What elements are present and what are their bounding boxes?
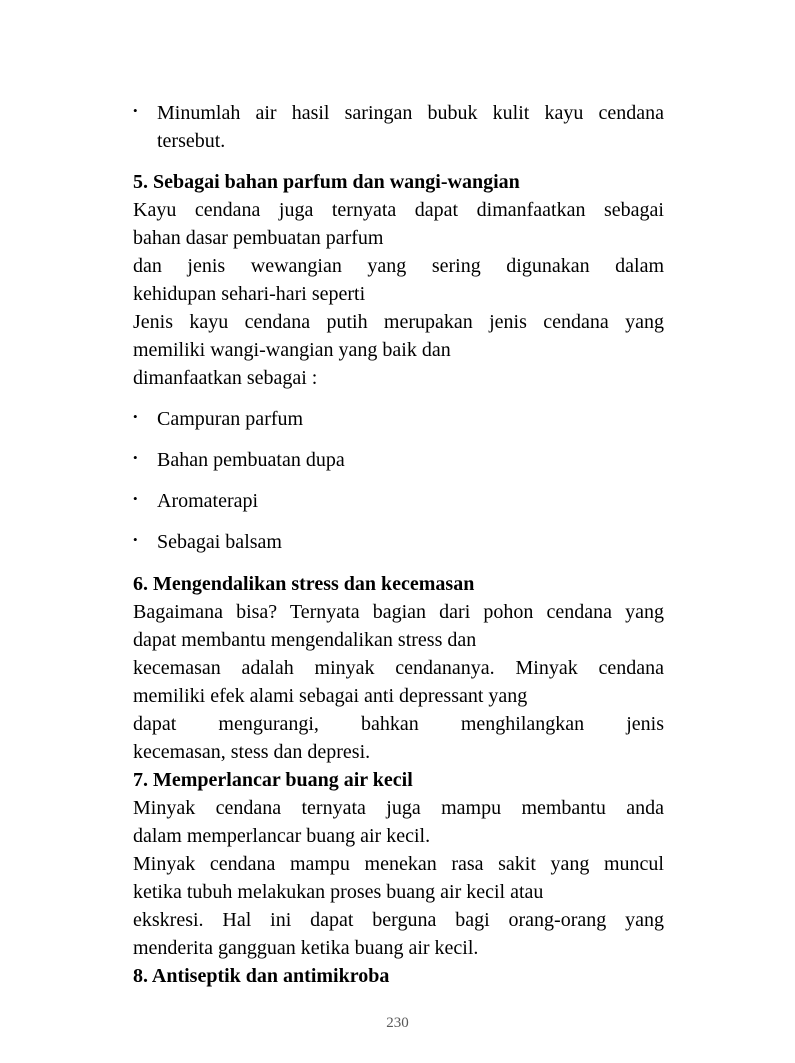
bullet-line: Bahan pembuatan dupa: [157, 449, 345, 471]
paragraph-line: dalam memperlancar buang air kecil.: [133, 825, 431, 847]
paragraph-line: memiliki wangi-wangian yang baik dan: [133, 339, 451, 361]
paragraph-line: kehidupan sehari-hari seperti: [133, 283, 366, 305]
bullet-item: [133, 446, 664, 474]
bullet-item: [133, 99, 664, 155]
paragraph-line: Minyak cendana ternyata juga mampu membantu anda: [133, 797, 664, 819]
paragraph-line: Jenis kayu cendana putih merupakan jenis cendana yang: [133, 311, 664, 333]
bullet-text: [157, 487, 664, 515]
bullet-icon: •: [133, 450, 138, 465]
bullet-text: [157, 528, 664, 556]
section-heading: 5. Sebagai bahan parfum dan wangi-wangian: [133, 171, 520, 193]
page-content: [133, 99, 664, 990]
bullet-icon: •: [133, 103, 138, 118]
bullet-line: Aromaterapi: [157, 490, 259, 512]
paragraph-line: dimanfaatkan sebagai :: [133, 367, 318, 389]
bullet-item: [133, 487, 664, 515]
paragraph-line: dapat membantu mengendalikan stress dan: [133, 629, 477, 651]
paragraph-line: Minyak cendana mampu menekan rasa sakit yang muncul: [133, 853, 664, 875]
bullet-line: Minumlah air hasil saringan bubuk kulit kayu cendana: [157, 102, 664, 124]
section-heading: 6. Mengendalikan stress dan kecemasan: [133, 573, 475, 595]
bullet-text: [157, 405, 664, 433]
bullet-line: tersebut.: [157, 130, 226, 152]
section-heading: 7. Memperlancar buang air kecil: [133, 769, 413, 791]
page-number: 230: [386, 1015, 409, 1031]
paragraph-line: memiliki efek alami sebagai anti depressant yang: [133, 685, 528, 707]
bullet-item: [133, 405, 664, 433]
bullet-icon: •: [133, 532, 138, 547]
paragraph-line: kecemasan, stess dan depresi.: [133, 741, 371, 763]
paragraph-line: kecemasan adalah minyak cendananya. Minyak cendana: [133, 657, 664, 679]
bullet-text: [157, 99, 664, 155]
paragraph: [133, 598, 664, 766]
paragraph-line: dapat mengurangi, bahkan menghilangkan jenis: [133, 713, 664, 735]
bullet-icon: •: [133, 409, 138, 424]
bullet-line: Sebagai balsam: [157, 531, 282, 553]
section-heading: 8. Antiseptik dan antimikroba: [133, 965, 390, 987]
bullet-line: Campuran parfum: [157, 408, 304, 430]
paragraph-line: ekskresi. Hal ini dapat berguna bagi orang-orang yang: [133, 909, 664, 931]
bullet-icon: •: [133, 491, 138, 506]
paragraph: [133, 794, 664, 962]
bullet-text: [157, 446, 664, 474]
paragraph-line: ketika tubuh melakukan proses buang air kecil atau: [133, 881, 544, 903]
paragraph-line: dan jenis wewangian yang sering digunakan dalam: [133, 255, 664, 277]
bullet-item: [133, 528, 664, 556]
paragraph: [133, 196, 664, 392]
paragraph-line: Kayu cendana juga ternyata dapat dimanfaatkan sebagai: [133, 199, 664, 221]
paragraph-line: menderita gangguan ketika buang air kecil.: [133, 937, 479, 959]
paragraph-line: Bagaimana bisa? Ternyata bagian dari pohon cendana yang: [133, 601, 664, 623]
paragraph-line: bahan dasar pembuatan parfum: [133, 227, 384, 249]
